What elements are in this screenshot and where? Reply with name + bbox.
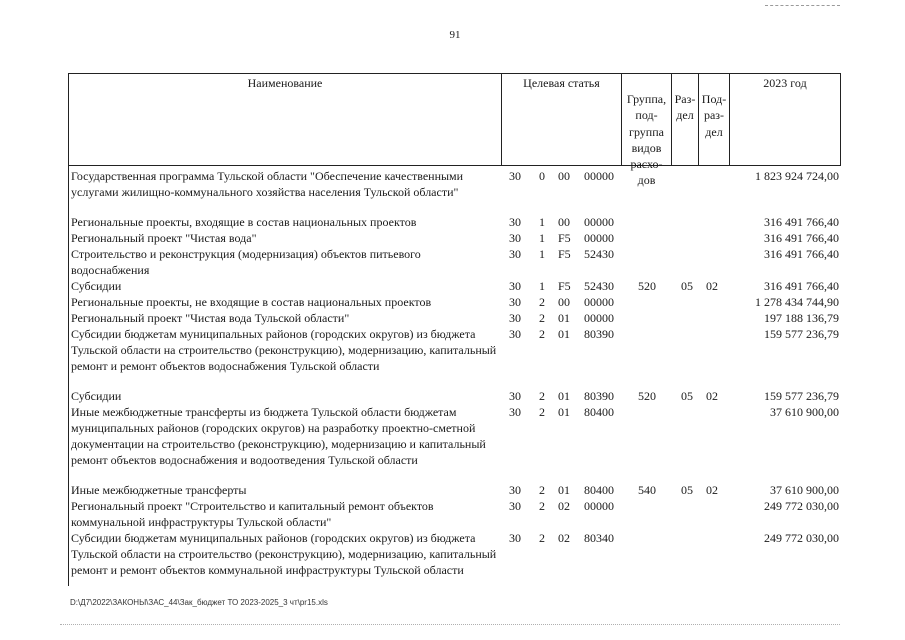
header-year	[729, 73, 841, 166]
target-code-program: 30	[509, 311, 521, 325]
section-code: 05	[681, 389, 693, 403]
target-code-expense: 00000	[584, 311, 614, 325]
amount-2023: 37 610 900,00	[770, 483, 839, 497]
target-code-subprogram: 2	[539, 531, 545, 545]
header-section	[671, 73, 699, 166]
target-code-direction: F5	[558, 279, 571, 293]
target-code-program: 30	[509, 483, 521, 497]
target-code-program: 30	[509, 295, 521, 309]
expense-group: 540	[638, 483, 656, 497]
target-code-expense: 80390	[584, 327, 614, 341]
header-year-label: 2023 год	[763, 76, 807, 90]
header-target-label: Целевая статья	[523, 76, 600, 90]
target-code-subprogram: 2	[539, 389, 545, 403]
target-code-direction: 00	[558, 295, 570, 309]
target-code-expense: 52430	[584, 279, 614, 293]
target-code-subprogram: 1	[539, 247, 545, 261]
header-target	[501, 73, 622, 166]
target-code-direction: 02	[558, 531, 570, 545]
target-code-expense: 00000	[584, 215, 614, 229]
bottom-rule	[60, 624, 840, 625]
target-code-program: 30	[509, 169, 521, 183]
row-name: Субсидии	[71, 389, 122, 403]
row-name: Государственная программа Тульской области "Обеспечение качественными услугами жилищно-коммунального хозяйства населения Тульской области"	[71, 169, 464, 199]
row-name: Субсидии	[71, 279, 122, 293]
amount-2023: 159 577 236,79	[764, 327, 839, 341]
section-code: 05	[681, 483, 693, 497]
amount-2023: 159 577 236,79	[764, 389, 839, 403]
header-subsection	[698, 73, 730, 166]
row-name: Региональный проект "Строительство и капитальный ремонт объектов коммунальной инфраструктуры Тульской области"	[71, 499, 434, 529]
target-code-subprogram: 2	[539, 405, 545, 419]
target-code-expense: 00000	[584, 231, 614, 245]
target-code-program: 30	[509, 499, 521, 513]
target-code-subprogram: 1	[539, 215, 545, 229]
target-code-program: 30	[509, 327, 521, 341]
page-number: 91	[449, 29, 461, 41]
amount-2023: 1 278 434 744,90	[755, 295, 839, 309]
target-code-subprogram: 2	[539, 311, 545, 325]
target-code-expense: 80390	[584, 389, 614, 403]
row-name: Региональные проекты, не входящие в состав национальных проектов	[71, 295, 432, 309]
target-code-program: 30	[509, 531, 521, 545]
header-subsection-label: Под- раз- дел	[701, 92, 727, 139]
target-code-direction: F5	[558, 231, 571, 245]
target-code-direction: 00	[558, 169, 570, 183]
header-name	[68, 73, 502, 166]
target-code-direction: 01	[558, 405, 570, 419]
row-name: Субсидии бюджетам муниципальных районов (городских округов) из бюджета Тульской области на строительство (реконструкцию), модернизацию, капитальный ремонт и ремонт объектов водоснабжения Тульской области	[71, 327, 497, 373]
target-code-direction: F5	[558, 247, 571, 261]
table-body-left-line	[68, 166, 69, 586]
amount-2023: 249 772 030,00	[764, 531, 839, 545]
target-code-expense: 00000	[584, 499, 614, 513]
target-code-program: 30	[509, 279, 521, 293]
amount-2023: 316 491 766,40	[764, 231, 839, 245]
amount-2023: 316 491 766,40	[764, 247, 839, 261]
row-name: Региональные проекты, входящие в состав национальных проектов	[71, 215, 417, 229]
header-name-label: Наименование	[247, 76, 323, 90]
section-code: 05	[681, 279, 693, 293]
subsection-code: 02	[706, 483, 718, 497]
target-code-direction: 02	[558, 499, 570, 513]
target-code-direction: 01	[558, 389, 570, 403]
target-code-expense: 52430	[584, 247, 614, 261]
target-code-program: 30	[509, 389, 521, 403]
target-code-expense: 80340	[584, 531, 614, 545]
target-code-expense: 00000	[584, 169, 614, 183]
target-code-subprogram: 2	[539, 483, 545, 497]
row-name: Региональный проект "Чистая вода"	[71, 231, 257, 245]
amount-2023: 1 823 924 724,00	[755, 169, 839, 183]
amount-2023: 316 491 766,40	[764, 279, 839, 293]
expense-group: 520	[638, 279, 656, 293]
target-code-direction: 01	[558, 311, 570, 325]
target-code-program: 30	[509, 231, 521, 245]
target-code-expense: 80400	[584, 483, 614, 497]
corner-mark	[765, 5, 840, 9]
row-name: Субсидии бюджетам муниципальных районов (городских округов) из бюджета Тульской области на строительство (реконструкцию), модернизацию, капитальный ремонт и ремонт объектов коммунальной инфраструктуры Тульской области	[71, 531, 497, 577]
expense-group: 520	[638, 389, 656, 403]
target-code-subprogram: 1	[539, 231, 545, 245]
amount-2023: 197 188 136,79	[764, 311, 839, 325]
target-code-direction: 01	[558, 327, 570, 341]
target-code-subprogram: 1	[539, 279, 545, 293]
target-code-expense: 00000	[584, 295, 614, 309]
target-code-subprogram: 2	[539, 327, 545, 341]
target-code-direction: 00	[558, 215, 570, 229]
target-code-subprogram: 2	[539, 499, 545, 513]
footer-path: D:\Д7\2022\ЗАКОНЫ\ЗАС_44\Зак_бюджет ТО 2023-2025_3 чт\pr15.xls	[70, 598, 328, 607]
row-name: Региональный проект "Чистая вода Тульской области"	[71, 311, 350, 325]
row-name: Иные межбюджетные трансферты из бюджета Тульской области бюджетам муниципальных районов (городских округов) на разработку проектно-сметной документации на строительство (реконструкцию), модернизацию и капитальный ремонт объектов водоснабжения и водоотведения Тульской области	[71, 405, 486, 467]
row-name: Строительство и реконструкция (модернизация) объектов питьевого водоснабжения	[71, 247, 421, 277]
target-code-subprogram: 0	[539, 169, 545, 183]
header-section-label: Раз- дел	[674, 92, 696, 123]
subsection-code: 02	[706, 389, 718, 403]
target-code-expense: 80400	[584, 405, 614, 419]
row-name: Иные межбюджетные трансферты	[71, 483, 247, 497]
subsection-code: 02	[706, 279, 718, 293]
target-code-subprogram: 2	[539, 295, 545, 309]
target-code-program: 30	[509, 215, 521, 229]
target-code-direction: 01	[558, 483, 570, 497]
amount-2023: 316 491 766,40	[764, 215, 839, 229]
amount-2023: 249 772 030,00	[764, 499, 839, 513]
amount-2023: 37 610 900,00	[770, 405, 839, 419]
header-group-label: Группа, под- группа видов расхо- дов	[626, 92, 667, 188]
target-code-program: 30	[509, 247, 521, 261]
header-group	[621, 73, 672, 188]
target-code-program: 30	[509, 405, 521, 419]
